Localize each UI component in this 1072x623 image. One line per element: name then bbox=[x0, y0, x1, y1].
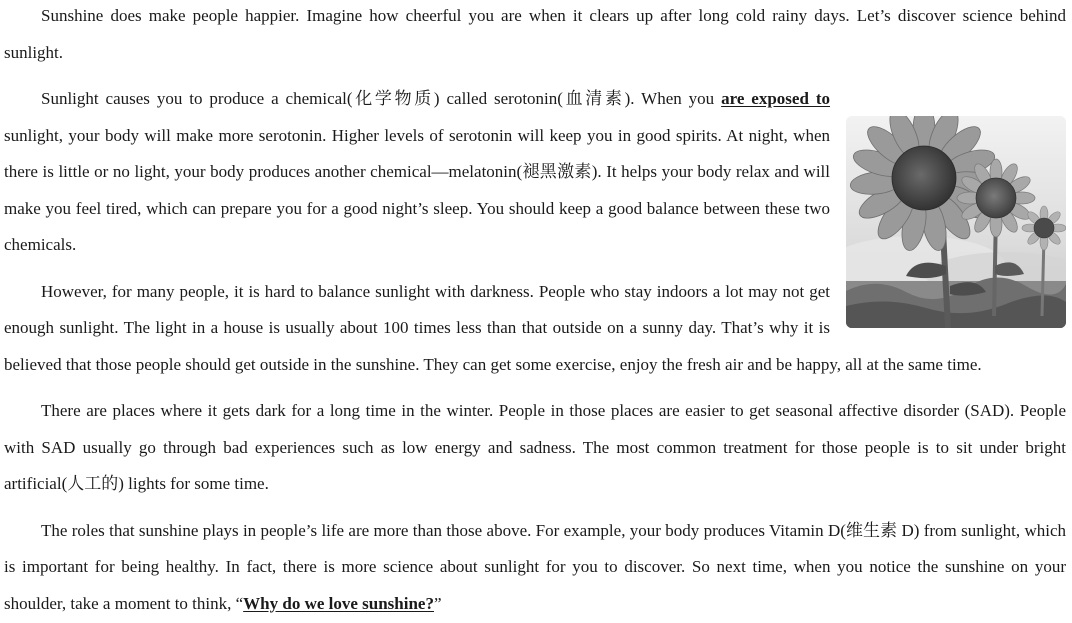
paragraph-5-text-b: ” bbox=[433, 593, 442, 613]
underlined-phrase-are-exposed-to: are exposed to bbox=[721, 89, 830, 108]
paragraph-2-text-a: Sunlight causes you to produce a chemical(化学物质) called serotonin(血清素). When you bbox=[41, 89, 722, 108]
passage bbox=[4, 0, 1066, 622]
sunflower-photo bbox=[846, 116, 1066, 328]
paragraph-4: There are places where it gets dark for a long time in the winter. People in those places are easier to get seasonal affective disorder (SAD). People with SAD usually go through bad experiences such as low energy and sadness. The most common treatment for those people is to sit under bright artificial(人工的) lights for some time. bbox=[4, 401, 1066, 493]
paragraph-5 bbox=[4, 513, 1066, 623]
paragraph-5-text-a: The roles that sunshine plays in people’s life are more than those above. For example, your body produces Vitamin D(维生素 D) from sunlight, which is important for being healthy. In fact, there is more science about sunlight for you to discover. So next time, when you notice the sunshine on your shoulder, take a moment to think, “ bbox=[4, 520, 1066, 613]
underlined-question: Why do we love sunshine? bbox=[243, 593, 434, 613]
paragraph-3: However, for many people, it is hard to balance sunlight with darkness. People who stay indoors a lot may not get enough sunlight. The light in a house is usually about 100 times less than that outside on a sunny day. That’s why it is believed that those people should get outside in the sunshine. They can get some exercise, enjoy the fresh air and be happy, all at the same time. bbox=[4, 281, 982, 374]
paragraph-1: Sunshine does make people happier. Imagine how cheerful you are when it clears up after long cold rainy days. Let’s discover science behind sunlight. bbox=[4, 6, 1066, 62]
paragraph-2-text-b: sunlight, your body will make more serotonin. Higher levels of serotonin will keep you in good spirits. At night, when there is little or no light, your body produces another chemical—melatonin(褪黑激素). It helps your body relax and will make you feel tired, which can prepare you for a good night’s sleep. You should keep a good balance between these two chemicals. bbox=[4, 125, 830, 254]
